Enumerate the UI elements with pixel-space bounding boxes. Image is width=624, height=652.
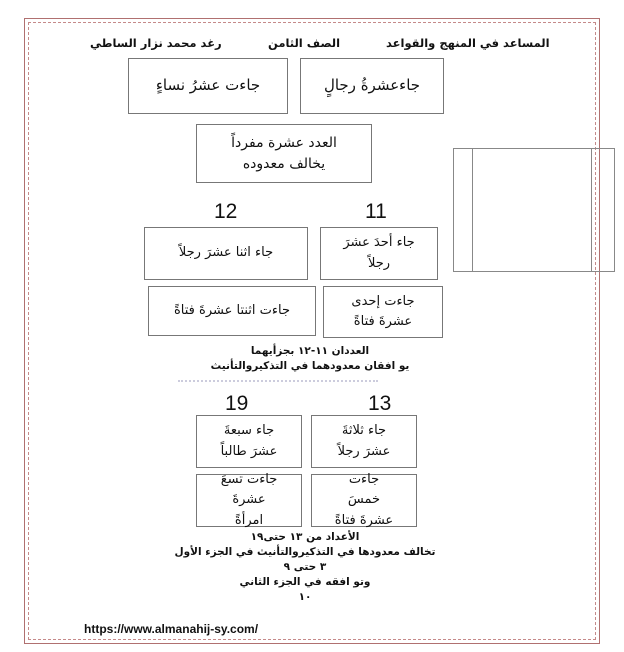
example-17-men: جاء سبعةَ عشرَ طالباً bbox=[196, 415, 302, 468]
number-11: 11 bbox=[365, 200, 387, 223]
example-13-men: جاء ثلاثةَ عشرَ رجلاً bbox=[311, 415, 417, 468]
rule-13-19-line-1: الأعداد من ١٣ حتى١٩ bbox=[250, 531, 360, 543]
rule-13-19-line-3: ٣ حتى ٩ bbox=[283, 560, 327, 573]
rule-13-19-line-2: تخالف معدودها في التذكيروالتأنيث في الجزء الأول bbox=[174, 545, 436, 558]
example-11-men: جاء أحدَ عشرَ رجلاً bbox=[320, 227, 438, 280]
number-19: 19 bbox=[225, 392, 249, 415]
rule-ten-box bbox=[196, 124, 372, 183]
example-12-women: جاءت اثنتا عشرةَ فتاةً bbox=[148, 286, 316, 336]
website-url[interactable]: https://www.almanahij-sy.com/ bbox=[84, 622, 259, 636]
example-12-men: جاء اثنا عشرَ رجلاً bbox=[144, 227, 308, 280]
rule-ten-line-1: العدد عشرة مفرداً bbox=[231, 135, 337, 152]
rule-11-12-line-1: العددان ١١-١٢ بجزأيهما bbox=[250, 345, 370, 357]
header-title: المساعد في المنهج والقواعد bbox=[386, 36, 550, 50]
rule-11-12-line-2: يو افقان معدودهما في التذكيروالتأنيث bbox=[210, 359, 410, 372]
example-11-women: جاءت إحدى عشرةَ فتاةً bbox=[323, 286, 443, 338]
rule-11-12-note bbox=[150, 344, 470, 373]
example-ten-men: جاءعشرةُ رجالٍ bbox=[300, 58, 444, 114]
example-15-women: جاءت خمسَ عشرةَ فتاةً bbox=[311, 474, 417, 527]
rule-13-19-note bbox=[140, 530, 470, 605]
rule-13-19-line-5: ١٠ bbox=[298, 590, 312, 603]
rule-13-19-line-4: وتو افقه في الجزء الثاني bbox=[239, 575, 371, 588]
number-12: 12 bbox=[214, 200, 238, 223]
header-author: رغد محمد نزار الساطي bbox=[90, 36, 222, 50]
example-19-women: جاءت تسعَ عشرةَ امرأةً bbox=[196, 474, 302, 527]
side-empty-box bbox=[453, 148, 615, 272]
rule-ten-line-2: يخالف معدوده bbox=[242, 155, 326, 172]
example-ten-women: جاءت عشرُ نساءٍ bbox=[128, 58, 288, 114]
faint-dotted-line bbox=[178, 380, 378, 386]
header-grade: الصف الثامن bbox=[268, 36, 341, 50]
side-empty-inner bbox=[472, 148, 592, 272]
number-13: 13 bbox=[368, 392, 392, 415]
